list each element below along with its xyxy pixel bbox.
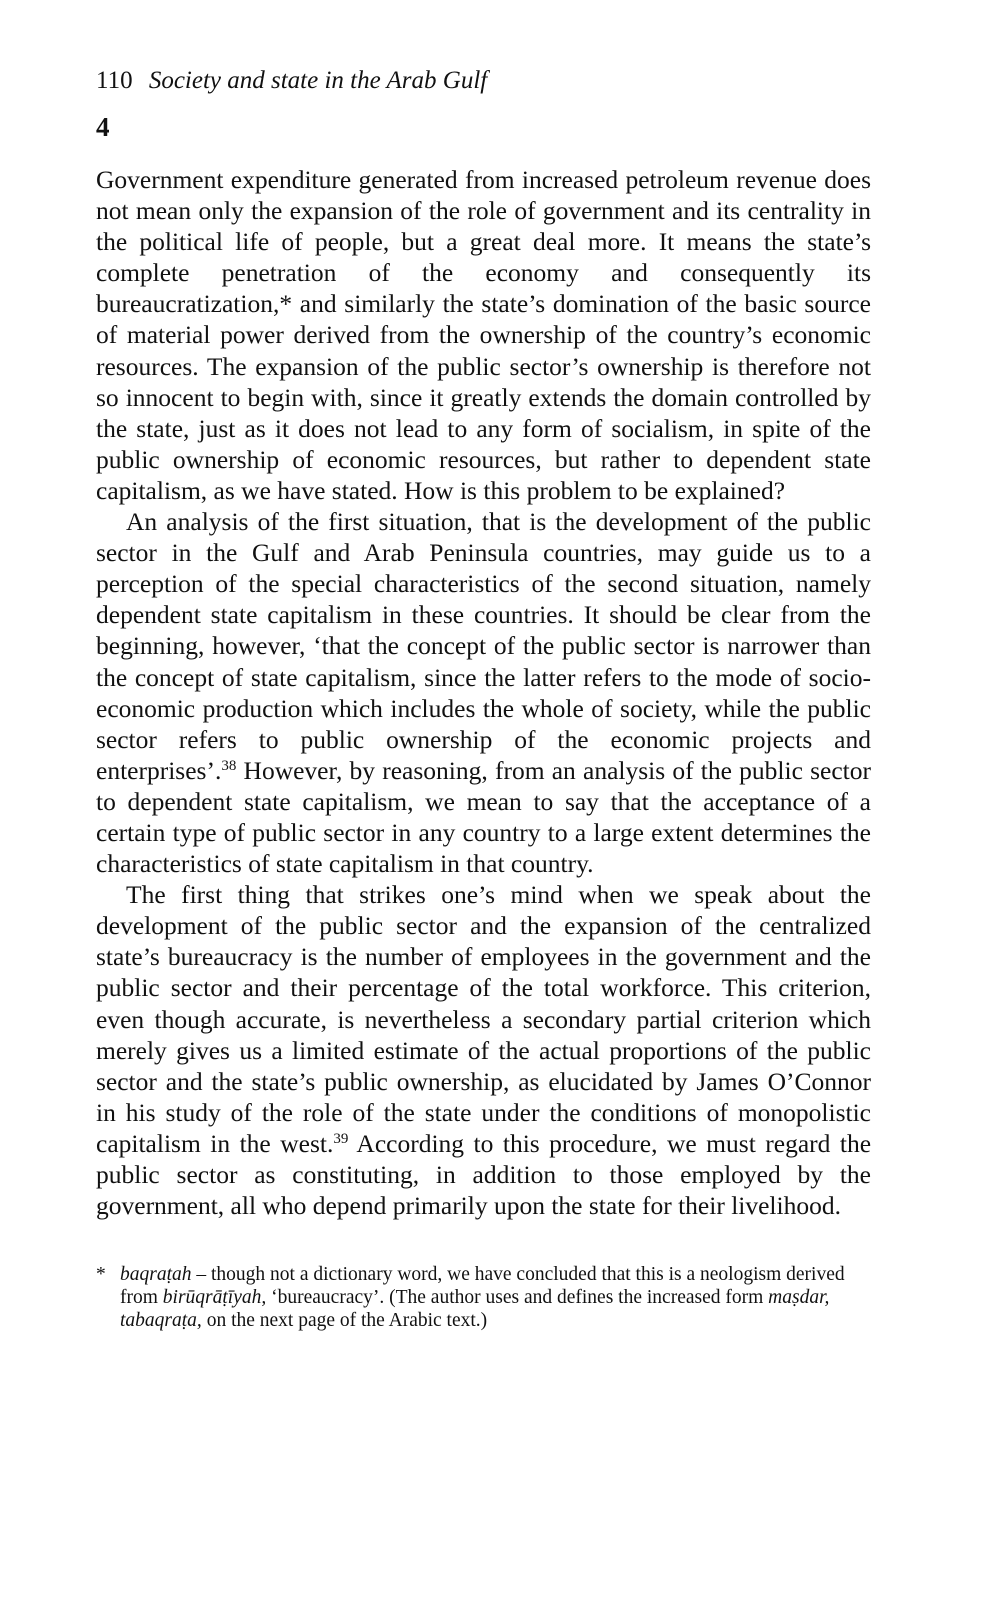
paragraph-text: An analysis of the first situation, that is the development of the public sector in the Gulf and Arab Peninsula countries, may guide us to a perception of the special characteristics of the second situation, namely dependent state capitalism in these countries. It should be clear from the beginning, however, ‘that the concept of the public sector is narrower than the concept of state capitalism, since the latter refers to the mode of socio-economic production which includes the whole of society, while the public sector refers to public ownership of the economic projects and enterprises’. [96, 507, 871, 785]
footnote-marker: * [279, 289, 293, 319]
endnote-reference: 38 [221, 757, 237, 774]
paragraph [96, 506, 871, 879]
running-header [96, 66, 871, 96]
paragraph-text: Government expenditure generated from increased petroleum revenue does not mean only the expansion of the role of government and its centrality in the political life of people, but a great deal more. It means the state’s complete penetration of the economy and consequently its bureaucratization, [96, 165, 871, 319]
book-page [96, 66, 871, 1332]
page-number: 110 [96, 67, 133, 94]
footnote-term: baqraṭah [120, 1264, 192, 1286]
body-text [96, 164, 871, 1221]
paragraph-text: The first thing that strikes one’s mind when we speak about the development of the public sector and the expansion of the centralized state’s bureaucracy is the number of employees in the government and the public sector and their percentage of the total workforce. This criterion, even though accurate, is nevertheless a secondary partial criterion which merely gives us a limited estimate of the actual proportions of the public sector and the state’s public ownership, as elucidated by James O’Connor in his study of the role of the state under the conditions of monopolistic capitalism in the west. [96, 880, 871, 1158]
footnote-term: maṣdar, tabaqraṭa, [120, 1287, 830, 1332]
footnote-text: on the next page of the Arabic text.) [201, 1310, 488, 1332]
footnote [96, 1263, 871, 1332]
running-title: Society and state in the Arab Gulf [148, 67, 488, 94]
section-number: 4 [96, 112, 110, 142]
footnote-text: ‘bureaucracy’. (The author uses and defines the increased form [266, 1287, 769, 1309]
footnote-text: – though not a dictionary word, we have concluded that this is a neologism derived from [120, 1264, 845, 1309]
endnote-reference: 39 [333, 1130, 349, 1147]
paragraph-text: However, by reasoning, from an analysis of the public sector to dependent state capitalism, we mean to say that the acceptance of a certain type of public sector in any country to a large extent determines the characteristics of state capitalism in that country. [96, 755, 871, 879]
footnote-star: * [96, 1264, 106, 1286]
paragraph-text: According to this procedure, we must regard the public sector as constituting, in addition to those employed by the government, all who depend primarily upon the state for their livelihood. [96, 1128, 872, 1221]
footnote-term: birūqrāṭīyah, [162, 1287, 267, 1309]
paragraph-text: and similarly the state’s domination of the basic source of material power derived from the ownership of the country’s economic resources. The expansion of the public sector’s ownership is therefore not so innocent to begin with, since it greatly extends the domain controlled by the state, just as it does not lead to any form of socialism, in spite of the public ownership of economic resources, but rather to dependent state capitalism, as we have stated. How is this problem to be explained? [96, 289, 871, 505]
paragraph [96, 879, 871, 1221]
paragraph [96, 164, 871, 506]
